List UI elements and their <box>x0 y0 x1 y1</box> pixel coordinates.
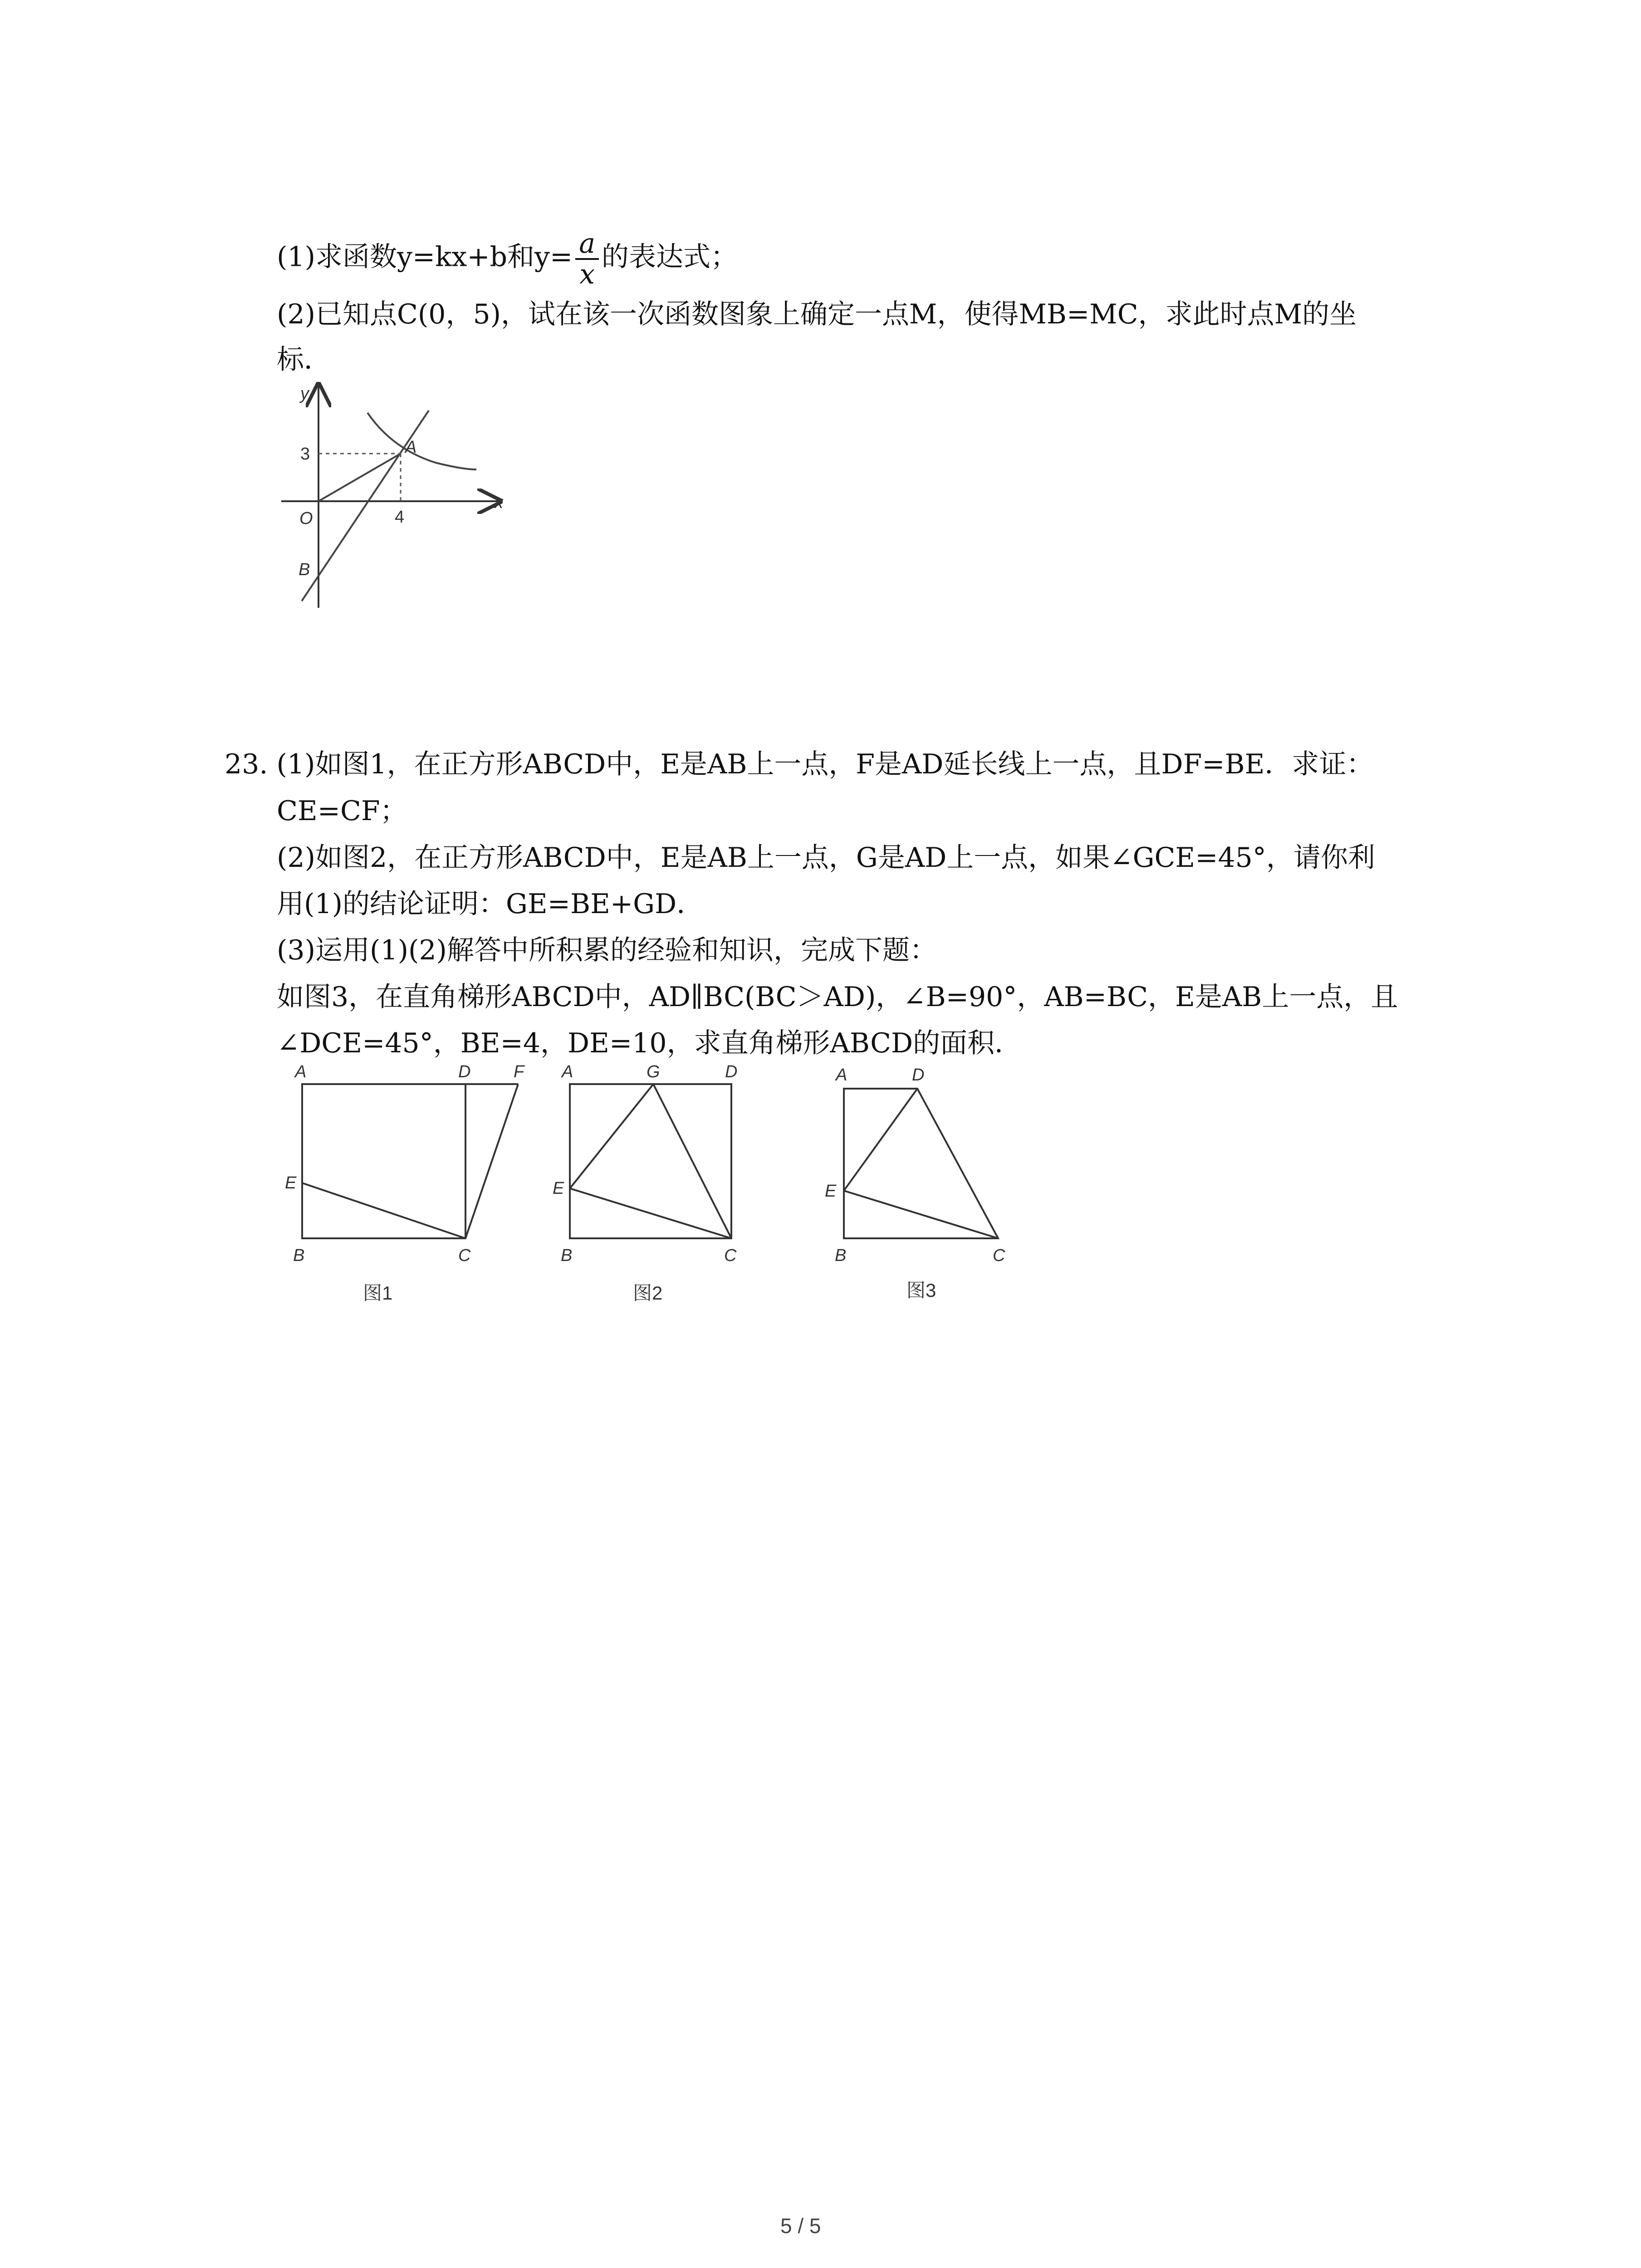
label-b: B <box>835 1246 847 1265</box>
segment-e-d <box>844 1089 917 1191</box>
q23-line4: 用(1)的结论证明：GE=BE+GD． <box>277 888 704 920</box>
point-a-label: A <box>405 438 417 457</box>
segment-g-c <box>653 1084 731 1238</box>
figure-1-caption: 图1 <box>363 1282 393 1304</box>
segment-e-c <box>844 1191 998 1238</box>
q22-part1-pre: (1)求函数y=kx+b和y= <box>277 241 573 273</box>
label-c: C <box>724 1246 737 1265</box>
q22-function-graph <box>272 376 508 612</box>
x-axis-label: x <box>495 493 503 512</box>
figure-2 <box>549 1052 758 1270</box>
q22-part1 <box>277 229 738 289</box>
figure-3-caption: 图3 <box>906 1280 936 1301</box>
fraction-a-over-x <box>575 229 599 289</box>
label-a: A <box>836 1066 847 1085</box>
segment-c-f <box>465 1084 518 1238</box>
label-e: E <box>825 1182 837 1201</box>
page-number: 5 / 5 <box>780 2214 821 2238</box>
square-abcd <box>570 1084 731 1238</box>
label-d: D <box>458 1062 471 1081</box>
q23-line3: (2)如图2，在正方形ABCD中，E是AB上一点，G是AD上一点，如果∠GCE=45°，请你利 <box>277 842 1375 874</box>
label-g: G <box>647 1062 660 1081</box>
q22-part1-post: 的表达式； <box>602 241 738 273</box>
point-b-label: B <box>299 560 310 579</box>
segment-e-c <box>570 1188 731 1238</box>
fraction-numerator: a <box>575 229 599 260</box>
trapezoid-abcd <box>844 1089 998 1238</box>
line-o-to-a <box>318 454 401 501</box>
figure-3 <box>817 1052 1016 1270</box>
square-abcd <box>302 1084 465 1238</box>
figure-2-caption: 图2 <box>633 1282 663 1304</box>
label-b: B <box>293 1246 305 1265</box>
origin-label: O <box>299 509 313 528</box>
label-a: A <box>562 1062 573 1081</box>
q23-line2: CE=CF； <box>277 795 407 827</box>
tick-x-label: 4 <box>395 508 405 527</box>
label-d: D <box>912 1066 925 1085</box>
label-b: B <box>561 1246 573 1265</box>
figure-1 <box>281 1052 535 1270</box>
label-c: C <box>458 1246 471 1265</box>
segment-e-c <box>302 1183 465 1238</box>
label-c: C <box>993 1246 1005 1265</box>
q22-part2-line1: (2)已知点C(0，5)，试在该一次函数图象上确定一点M，使得MB=MC，求此时点M的坐 <box>277 298 1357 330</box>
q23-line6: 如图3，在直角梯形ABCD中，AD∥BC(BC＞AD)，∠B=90°，AB=BC，E是AB上一点，且 <box>277 981 1398 1013</box>
y-axis-label: y <box>300 384 309 403</box>
segment-e-g <box>570 1084 653 1188</box>
label-d: D <box>725 1062 738 1081</box>
q23-line5: (3)运用(1)(2)解答中所积累的经验和知识，完成下题： <box>277 934 937 966</box>
tick-y-label: 3 <box>300 445 310 464</box>
label-e: E <box>553 1179 564 1198</box>
fraction-denominator: x <box>579 259 595 290</box>
label-f: F <box>514 1062 524 1081</box>
q23-line1: 23. (1)如图1，在正方形ABCD中，E是AB上一点，F是AD延长线上一点，且DF=BE．求证： <box>225 748 1374 780</box>
label-a: A <box>295 1062 307 1081</box>
q23-line7: ∠DCE=45°，BE=4，DE=10，求直角梯形ABCD的面积． <box>277 1027 1022 1059</box>
label-e: E <box>285 1173 297 1193</box>
q22-part2-line2: 标． <box>277 344 331 376</box>
